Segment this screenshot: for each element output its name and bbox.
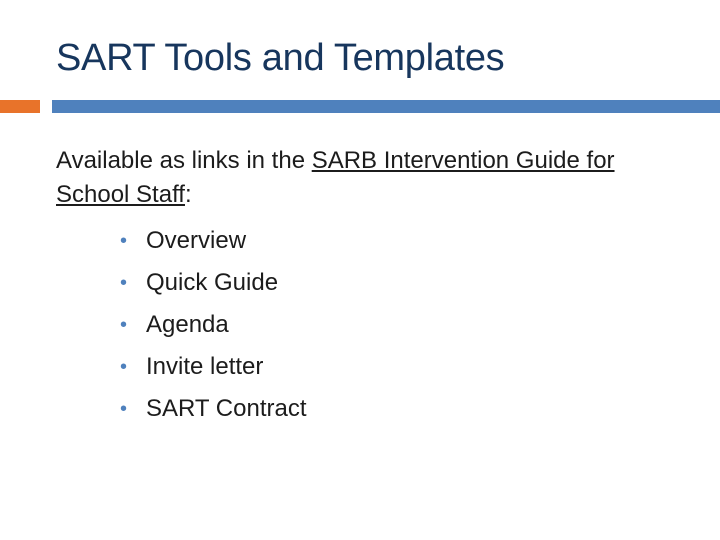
list-item-quick-guide	[118, 262, 307, 304]
template-list	[118, 220, 307, 430]
bullet-icon: •	[120, 398, 128, 420]
bullet-icon: •	[120, 272, 128, 294]
list-item-label: SART Contract	[146, 395, 307, 422]
list-item-sart-contract	[118, 388, 307, 430]
intro-paragraph	[56, 144, 686, 212]
guide-link[interactable]: SARB Intervention Guide for School Staff	[56, 147, 615, 208]
slide-title: SART Tools and Templates	[56, 37, 505, 79]
bullet-icon: •	[120, 230, 128, 252]
intro-suffix: :	[184, 181, 192, 208]
bullet-icon: •	[120, 314, 128, 336]
list-item-invite-letter	[118, 346, 307, 388]
accent-bar-blue	[52, 100, 720, 113]
list-item-overview	[118, 220, 307, 262]
list-item-agenda	[118, 304, 307, 346]
list-item-label: Invite letter	[146, 353, 264, 380]
list-item-label: Agenda	[146, 311, 229, 338]
accent-bar-orange	[0, 100, 40, 113]
list-item-label: Overview	[146, 227, 247, 254]
bullet-icon: •	[120, 356, 128, 378]
list-item-label: Quick Guide	[146, 269, 279, 296]
intro-prefix: Available as links in the	[56, 147, 312, 174]
